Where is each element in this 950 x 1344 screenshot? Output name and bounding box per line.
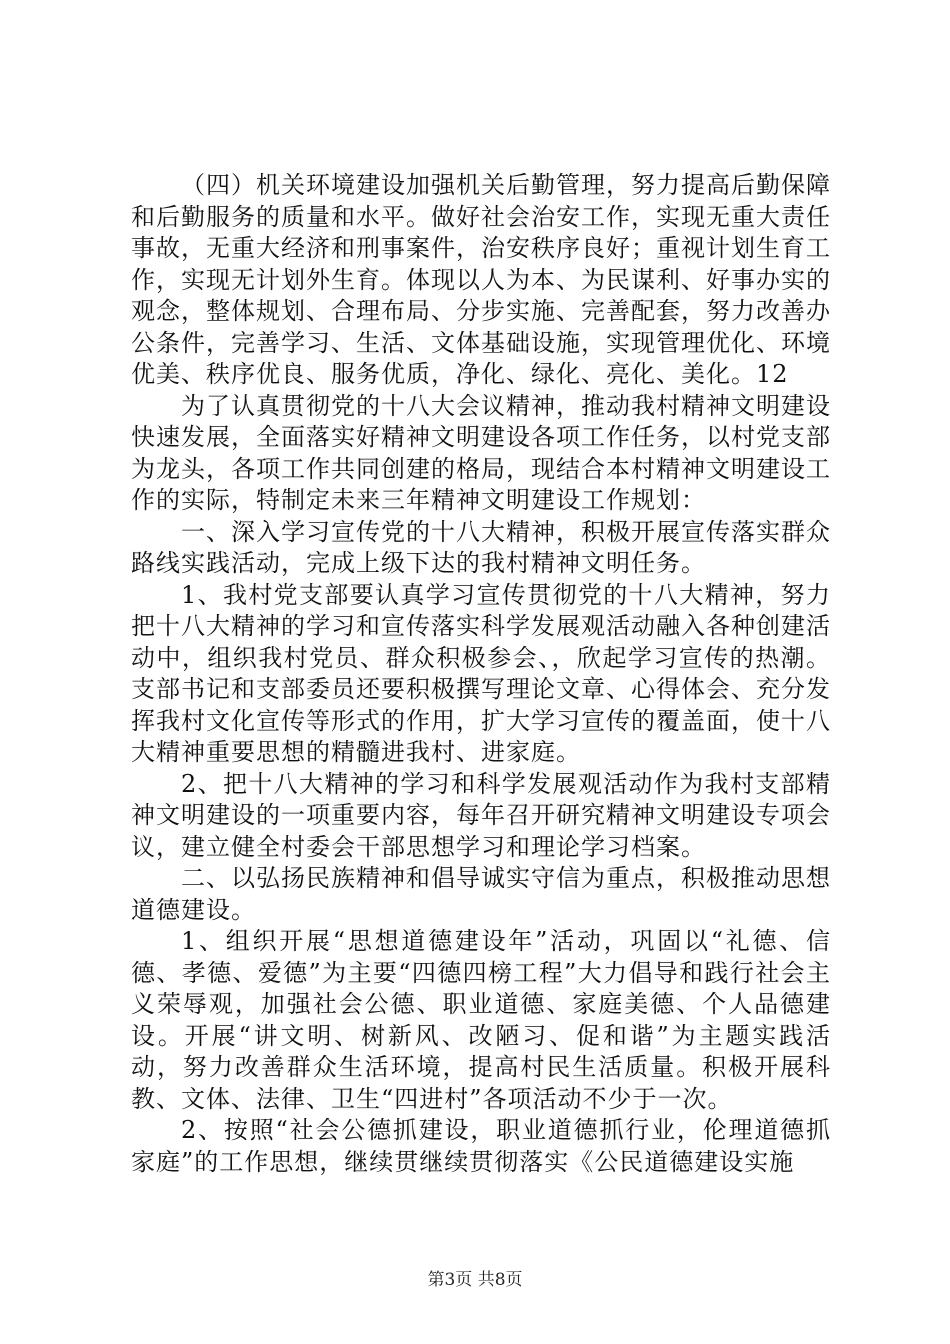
paragraph-section-two-heading: 二、以弘扬民族精神和倡导诚实守信为重点，积极推动思想道德建设。 [131, 864, 831, 924]
paragraph-section-two-item-2: 2、按照“社会公德抓建设，职业道德抓行业，伦理道德抓家庭”的工作思想，继续贯继续贯彻落实《公民道德建设实施 [131, 1116, 831, 1176]
document-body [131, 170, 831, 1178]
paragraph-section-one-item-2: 2、把十八大精神的学习和科学发展观活动作为我村支部精神文明建设的一项重要内容，每年召开研究精神文明建设专项会议，建立健全村委会干部思想学习和理论学习档案。 [131, 769, 831, 861]
page-number-footer: 第3页 共8页 [427, 1270, 523, 1290]
paragraph-section-two-item-1: 1、组织开展“思想道德建设年”活动，巩固以“礼德、信德、孝德、爱德”为主要“四德四榜工程”大力倡导和践行社会主义荣辱观，加强社会公德、职业道德、家庭美德、个人品德建设。开展“讲文明、树新风、改陋习、促和谐”为主题实践活动，努力改善群众生活环境，提高村民生活质量。积极开展科教、文体、法律、卫生“四进村”各项活动不少于一次。 [131, 927, 831, 1113]
paragraph-plan-intro: 为了认真贯彻党的十八大会议精神，推动我村精神文明建设快速发展，全面落实好精神文明建设各项工作任务，以村党支部为龙头，各项工作共同创建的格局，现结合本村精神文明建设工作的实际，特制定未来三年精神文明建设工作规划： [131, 391, 831, 514]
paragraph-environment-construction: （四）机关环境建设加强机关后勤管理，努力提高后勤保障和后勤服务的质量和水平。做好社会治安工作，实现无重大责任事故，无重大经济和刑事案件，治安秩序良好；重视计划生育工作，实现无计划外生育。体现以人为本、为民谋利、好事办实的观念，整体规划、合理布局、分步实施、完善配套，努力改善办公条件，完善学习、生活、文体基础设施，实现管理优化、环境优美、秩序优良、服务优质，净化、绿化、亮化、美化。12 [131, 171, 831, 388]
paragraph-section-one-item-1: 1、我村党支部要认真学习宣传贯彻党的十八大精神，努力把十八大精神的学习和宣传落实科学发展观活动融入各种创建活动中，组织我村党员、群众积极参会、，欣起学习宣传的热潮。支部书记和支部委员还要积极撰写理论文章、心得体会、充分发挥我村文化宣传等形式的作用，扩大学习宣传的覆盖面，使十八大精神重要思想的精髓进我村、进家庭。 [131, 580, 831, 766]
paragraph-section-one-heading: 一、深入学习宣传党的十八大精神，积极开展宣传落实群众路线实践活动，完成上级下达的我村精神文明任务。 [131, 517, 831, 577]
